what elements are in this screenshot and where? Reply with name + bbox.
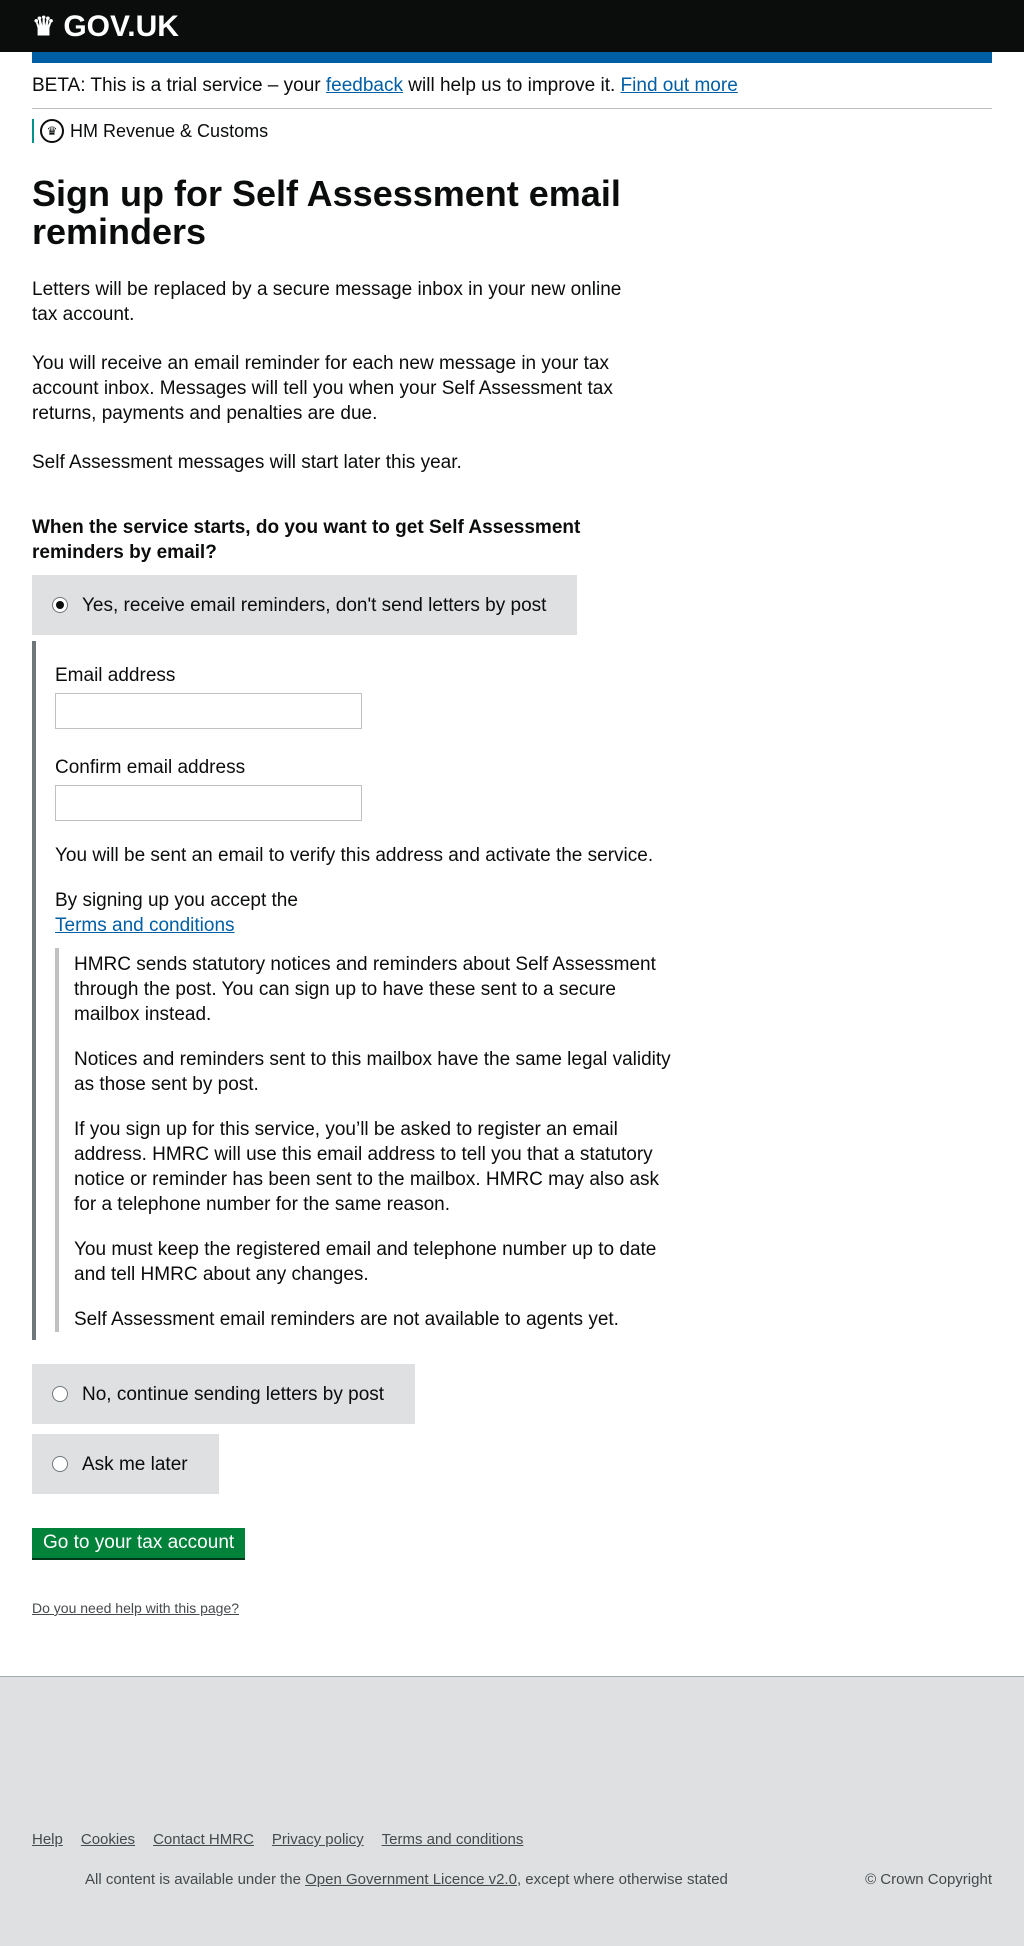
department-name: HM Revenue & Customs (70, 120, 269, 141)
beta-text: BETA: This is a trial service – your (32, 75, 326, 96)
crown-copyright[interactable]: © Crown Copyright (865, 1871, 992, 1888)
radio-ask-later[interactable] (32, 1434, 219, 1494)
email-label: Email address (55, 665, 176, 686)
footer-link-privacy[interactable]: Privacy policy (271, 1831, 364, 1848)
intro-paragraph: Letters will be replaced by a secure message inbox in your new online tax account. (32, 279, 622, 325)
beta-banner (32, 63, 992, 109)
confirm-email-label: Confirm email address (55, 757, 246, 778)
footer-links (32, 1827, 523, 1852)
intro-paragraph: You will receive an email reminder for each new message in your tax account inbox. Messages will tell you when your Self Assessment tax returns, payments and penalties are due. (32, 353, 613, 424)
radio-ask-later-label: Ask me later (82, 1453, 188, 1475)
verify-text: You will be sent an email to verify this address and activate the service. (55, 845, 654, 866)
help-link[interactable]: Do you need help with this page? (32, 1600, 240, 1616)
header-blue-bar (32, 52, 992, 63)
footer-link-help[interactable]: Help (32, 1831, 63, 1848)
hmrc-crest-icon: ♛ (40, 119, 64, 143)
radio-selected-icon[interactable] (52, 597, 68, 613)
licence-suffix: , except where otherwise stated (516, 1871, 728, 1888)
footer-link-contact[interactable]: Contact HMRC (153, 1831, 254, 1848)
radio-unselected-icon[interactable] (52, 1386, 68, 1402)
radio-yes[interactable] (32, 575, 577, 635)
terms-text (55, 948, 680, 1332)
licence-link[interactable]: Open Government Licence v2.0 (305, 1871, 517, 1888)
department-banner (32, 119, 992, 143)
footer-link-cookies[interactable]: Cookies (80, 1831, 136, 1848)
terms-link[interactable]: Terms and conditions (55, 915, 235, 936)
terms-paragraph: Self Assessment email reminders are not available to agents yet. (74, 1309, 619, 1330)
licence-prefix: All content is available under the (85, 1871, 306, 1888)
confirm-email-input[interactable] (55, 785, 362, 821)
question-legend: When the service starts, do you want to get Self Assessment reminders by email? (32, 517, 581, 563)
radio-no-label: No, continue sending letters by post (82, 1383, 385, 1405)
govuk-logo[interactable]: GOV.UK (63, 9, 179, 43)
feedback-link[interactable]: feedback (325, 75, 404, 96)
page-title: Sign up for Self Assessment email reminders (32, 173, 621, 252)
licence-text (85, 1867, 728, 1892)
go-to-tax-account-button[interactable]: Go to your tax account (32, 1528, 245, 1558)
radio-yes-label: Yes, receive email reminders, don't send letters by post (82, 594, 547, 616)
footer-link-terms[interactable]: Terms and conditions (381, 1831, 524, 1848)
terms-paragraph: You must keep the registered email and telephone number up to date and tell HMRC about any changes. (74, 1239, 657, 1285)
find-out-more-link[interactable]: Find out more (620, 75, 738, 96)
terms-paragraph: Notices and reminders sent to this mailbox have the same legal validity as those sent by post. (74, 1049, 671, 1095)
email-input[interactable] (55, 693, 362, 729)
footer (0, 1676, 1024, 1946)
terms-paragraph: If you sign up for this service, you’ll be asked to register an email address. HMRC will use this email address to tell you that a statutory notice or reminder has been sent to the mailbox. HMRC may also ask for a telephone number for the same reason. (74, 1119, 660, 1215)
beta-text-middle: will help us to improve it. (403, 75, 621, 96)
terms-paragraph: HMRC sends statutory notices and reminders about Self Assessment through the post. You can sign up to have these sent to a secure mailbox instead. (74, 954, 656, 1025)
accept-text: By signing up you accept the (55, 890, 298, 911)
email-panel (32, 641, 992, 1340)
intro-paragraph: Self Assessment messages will start later this year. (32, 452, 462, 473)
radio-unselected-icon[interactable] (52, 1456, 68, 1472)
radio-no[interactable] (32, 1364, 415, 1424)
govuk-header (0, 0, 1024, 52)
crown-icon: ♛ (32, 10, 56, 41)
